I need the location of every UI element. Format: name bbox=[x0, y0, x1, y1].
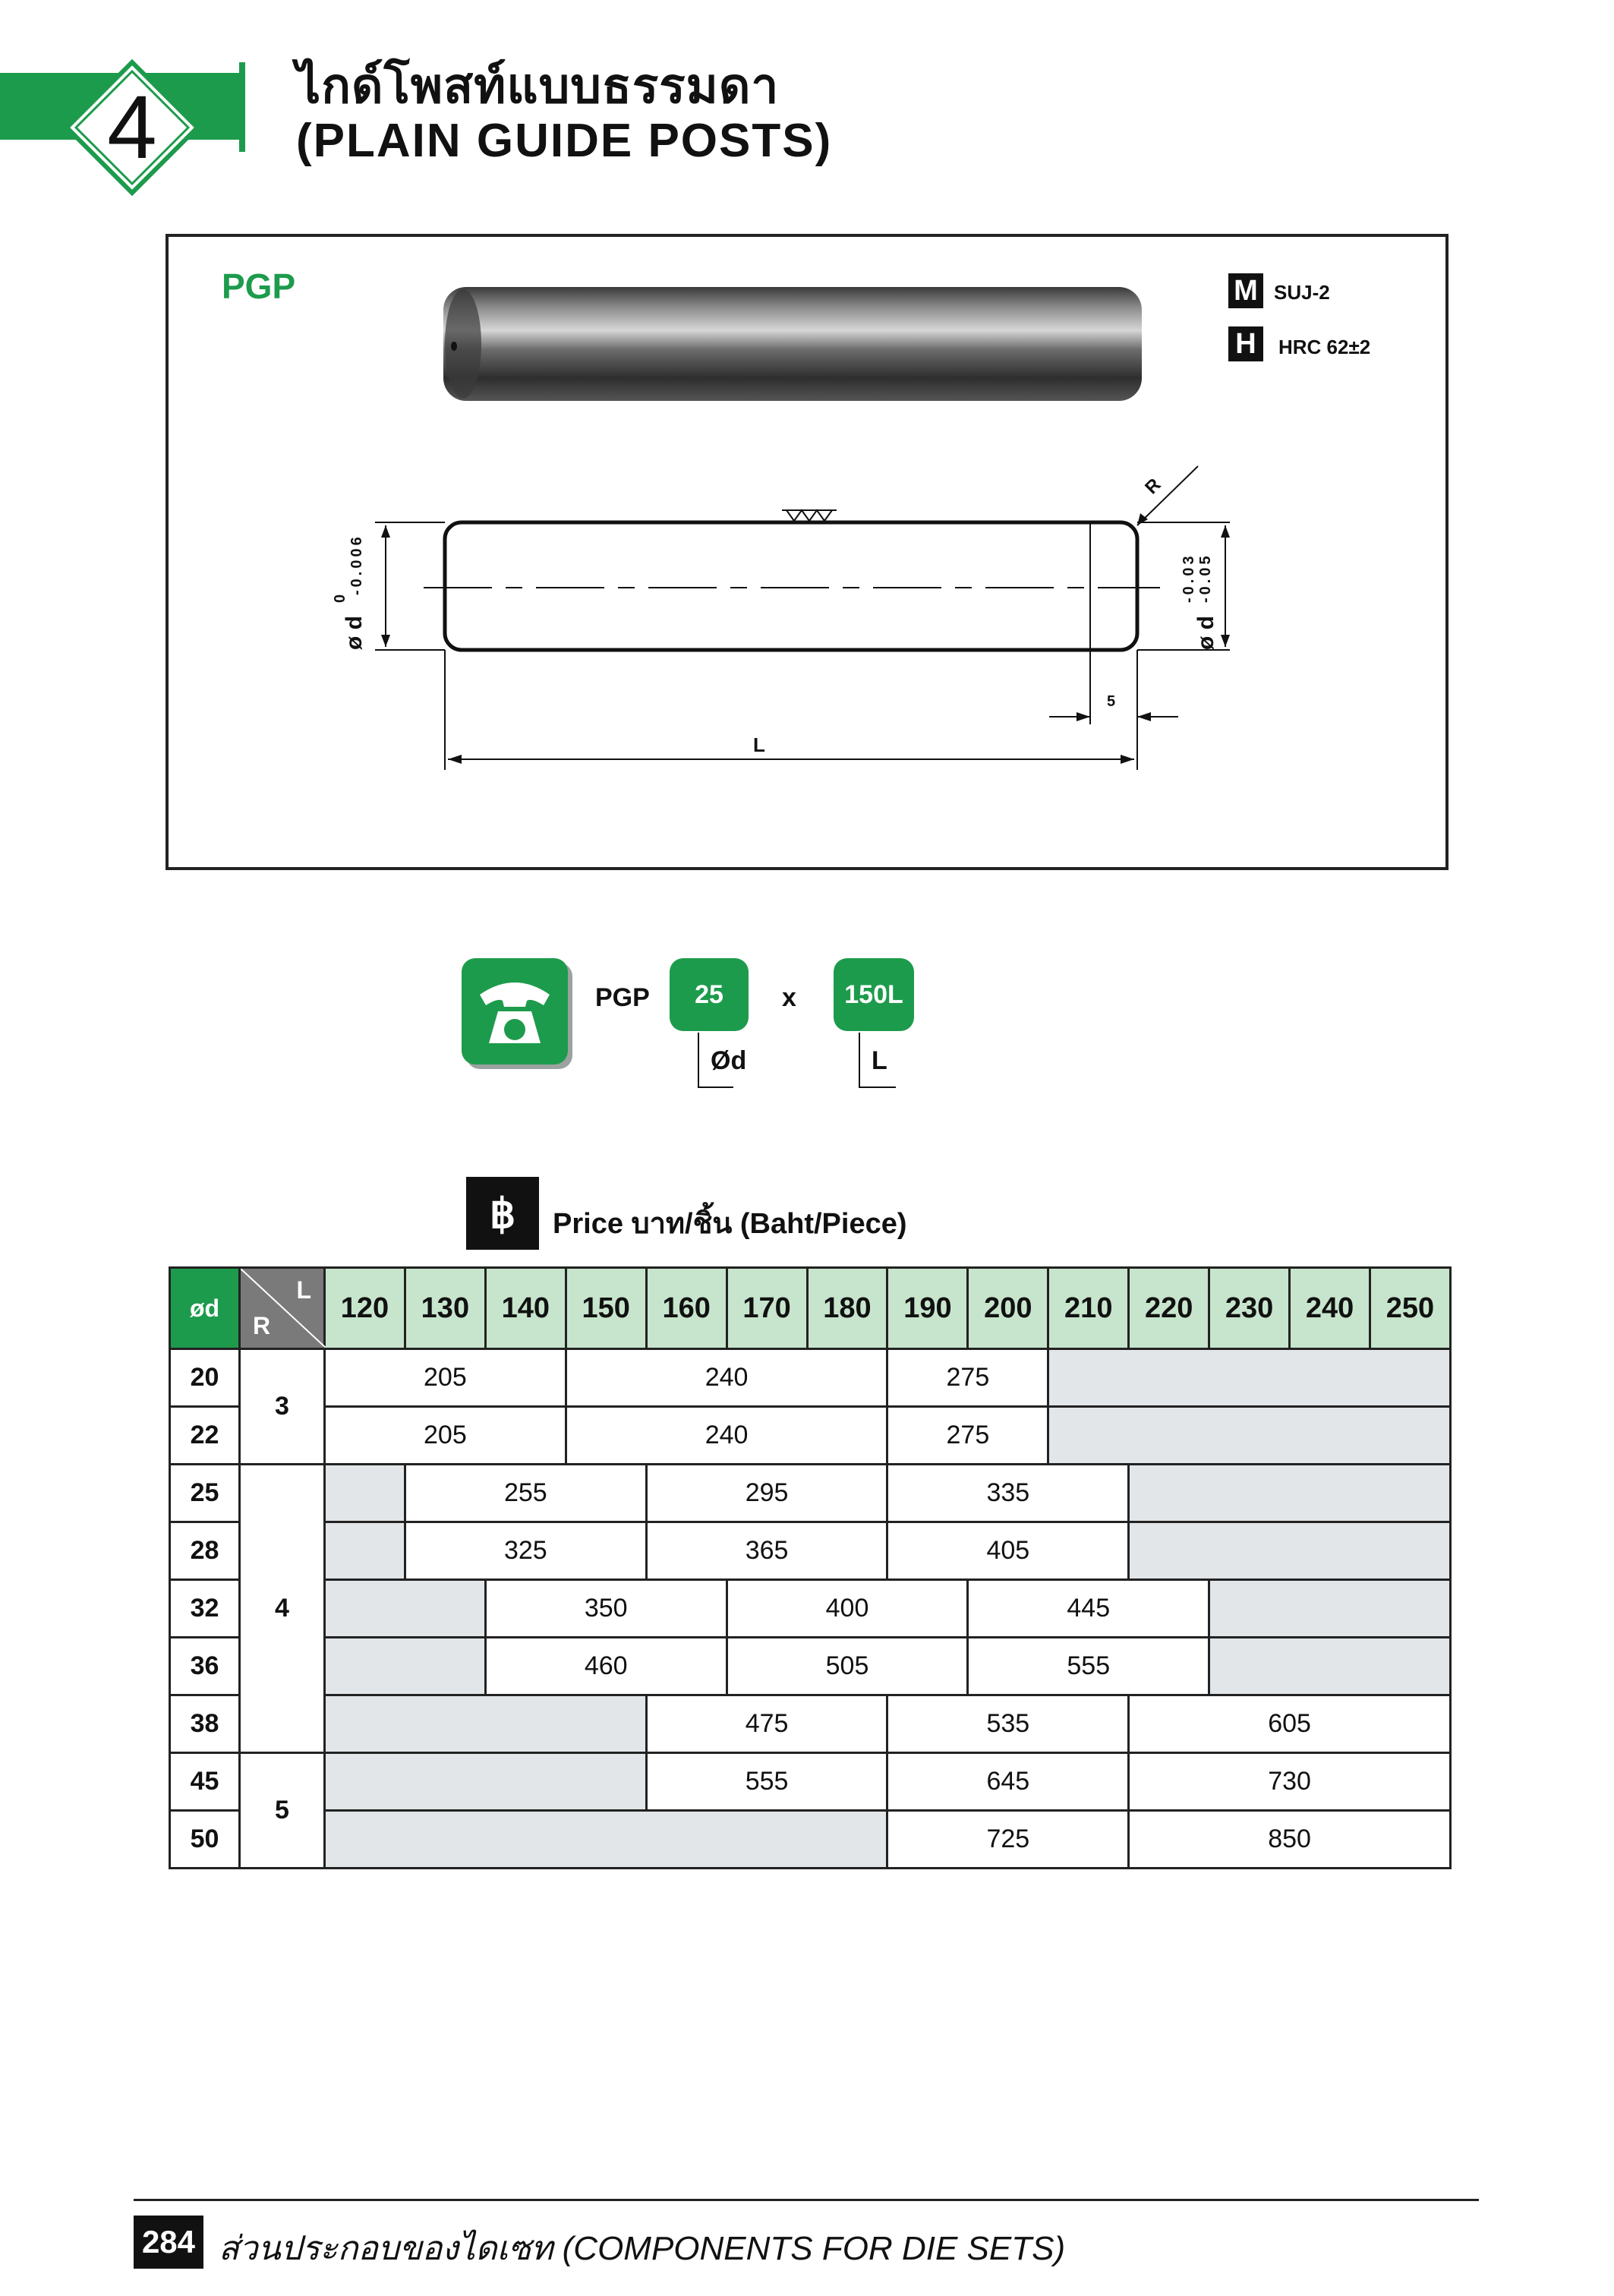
header-length-120: 120 bbox=[325, 1268, 405, 1349]
material-badge: M bbox=[1228, 273, 1263, 308]
table-row bbox=[170, 1811, 1451, 1869]
header-length-220: 220 bbox=[1129, 1268, 1209, 1349]
table-row bbox=[170, 1695, 1451, 1753]
price-cell: 325 bbox=[405, 1522, 646, 1580]
price-cell: 555 bbox=[968, 1638, 1209, 1695]
price-cell: 205 bbox=[325, 1407, 566, 1465]
model-label: PGP bbox=[222, 266, 296, 306]
price-cell: 255 bbox=[405, 1465, 646, 1522]
unavailable-cell bbox=[1129, 1465, 1451, 1522]
page-title-en: (PLAIN GUIDE POSTS) bbox=[296, 115, 833, 167]
header-length-160: 160 bbox=[646, 1268, 727, 1349]
price-cell: 400 bbox=[727, 1580, 968, 1638]
price-cell: 240 bbox=[566, 1407, 887, 1465]
price-cell: 730 bbox=[1129, 1753, 1451, 1811]
header-length-140: 140 bbox=[485, 1268, 566, 1349]
dim-left-label: ø d bbox=[342, 616, 367, 650]
baht-icon: ฿ bbox=[466, 1177, 539, 1250]
header-diameter: ød bbox=[170, 1268, 240, 1349]
price-cell: 850 bbox=[1129, 1811, 1451, 1869]
unavailable-cell bbox=[325, 1580, 486, 1638]
row-diameter: 28 bbox=[170, 1522, 240, 1580]
row-diameter: 38 bbox=[170, 1695, 240, 1753]
order-diameter-pill: 25 bbox=[670, 958, 749, 1031]
table-row bbox=[170, 1522, 1451, 1580]
tol-left-upper: 0 bbox=[332, 594, 348, 603]
order-diameter-caption: Ød bbox=[711, 1046, 747, 1075]
table-header-row bbox=[170, 1268, 1451, 1349]
header-length-230: 230 bbox=[1209, 1268, 1290, 1349]
header-length-210: 210 bbox=[1048, 1268, 1129, 1349]
unavailable-cell bbox=[325, 1811, 887, 1869]
header-radius-label: R bbox=[253, 1312, 271, 1339]
price-title: Price บาท/ชิ้น (Baht/Piece) bbox=[553, 1208, 907, 1240]
row-radius: 5 bbox=[240, 1753, 325, 1869]
chamfer-label: 5 bbox=[1107, 693, 1116, 710]
tol-right-upper: -0.03 bbox=[1181, 553, 1197, 603]
row-diameter: 32 bbox=[170, 1580, 240, 1638]
unavailable-cell bbox=[1048, 1407, 1451, 1465]
order-prefix: PGP bbox=[595, 983, 650, 1012]
price-cell: 605 bbox=[1129, 1695, 1451, 1753]
price-cell: 335 bbox=[887, 1465, 1129, 1522]
price-cell: 645 bbox=[887, 1753, 1129, 1811]
tol-right-lower: -0.05 bbox=[1197, 553, 1214, 603]
price-cell: 475 bbox=[646, 1695, 887, 1753]
price-cell: 295 bbox=[646, 1465, 887, 1522]
header-length-240: 240 bbox=[1290, 1268, 1370, 1349]
price-cell: 460 bbox=[485, 1638, 727, 1695]
row-diameter: 22 bbox=[170, 1407, 240, 1465]
header-length-label: L bbox=[296, 1276, 311, 1304]
table-row bbox=[170, 1638, 1451, 1695]
header-length-200: 200 bbox=[968, 1268, 1048, 1349]
header-length-130: 130 bbox=[405, 1268, 485, 1349]
row-diameter: 20 bbox=[170, 1349, 240, 1407]
order-length-caption: L bbox=[872, 1046, 887, 1075]
row-radius: 4 bbox=[240, 1465, 325, 1753]
price-cell: 725 bbox=[887, 1811, 1129, 1869]
row-diameter: 50 bbox=[170, 1811, 240, 1869]
price-cell: 555 bbox=[646, 1753, 887, 1811]
price-cell: 405 bbox=[887, 1522, 1129, 1580]
footer-rule bbox=[134, 2199, 1479, 2201]
unavailable-cell bbox=[1209, 1638, 1451, 1695]
page-title-th: ไกด์โพสท์แบบธรรมดา bbox=[296, 58, 780, 113]
order-separator: x bbox=[782, 983, 796, 1012]
order-length-pill: 150L bbox=[834, 958, 914, 1031]
material-text: SUJ-2 bbox=[1274, 281, 1330, 304]
unavailable-cell bbox=[1048, 1349, 1451, 1407]
header-length-150: 150 bbox=[566, 1268, 646, 1349]
price-cell: 445 bbox=[968, 1580, 1209, 1638]
technical-drawing bbox=[165, 234, 1449, 870]
unavailable-cell bbox=[1129, 1522, 1451, 1580]
page-number: 284 bbox=[134, 2216, 203, 2269]
length-label: L bbox=[753, 733, 765, 756]
row-diameter: 36 bbox=[170, 1638, 240, 1695]
telephone-icon bbox=[462, 958, 574, 1071]
row-diameter: 25 bbox=[170, 1465, 240, 1522]
unavailable-cell bbox=[325, 1695, 647, 1753]
unavailable-cell bbox=[325, 1465, 405, 1522]
tol-left-lower: -0.006 bbox=[348, 534, 365, 595]
unavailable-cell bbox=[325, 1753, 647, 1811]
hardness-text: HRC 62±2 bbox=[1278, 336, 1371, 358]
dim-right-label: ø d bbox=[1193, 616, 1218, 650]
unavailable-cell bbox=[1209, 1580, 1451, 1638]
table-row bbox=[170, 1753, 1451, 1811]
price-cell: 240 bbox=[566, 1349, 887, 1407]
price-cell: 350 bbox=[485, 1580, 727, 1638]
price-cell: 275 bbox=[887, 1407, 1048, 1465]
table-row bbox=[170, 1580, 1451, 1638]
price-table bbox=[169, 1266, 1452, 1869]
hardness-badge: H bbox=[1228, 326, 1263, 361]
table-body bbox=[170, 1349, 1451, 1869]
header-length-170: 170 bbox=[727, 1268, 807, 1349]
row-diameter: 45 bbox=[170, 1753, 240, 1811]
header-length-250: 250 bbox=[1370, 1268, 1450, 1349]
header-length-190: 190 bbox=[887, 1268, 968, 1349]
price-cell: 505 bbox=[727, 1638, 968, 1695]
price-cell: 205 bbox=[325, 1349, 566, 1407]
table-row bbox=[170, 1465, 1451, 1522]
footer-text: ส่วนประกอบของไดเซท (COMPONENTS FOR DIE SETS) bbox=[219, 2230, 1066, 2267]
header-length-180: 180 bbox=[807, 1268, 887, 1349]
table-row bbox=[170, 1349, 1451, 1407]
unavailable-cell bbox=[325, 1638, 486, 1695]
price-cell: 535 bbox=[887, 1695, 1129, 1753]
chapter-number: 4 bbox=[107, 77, 157, 178]
unavailable-cell bbox=[325, 1522, 405, 1580]
price-cell: 275 bbox=[887, 1349, 1048, 1407]
price-cell: 365 bbox=[646, 1522, 887, 1580]
row-radius: 3 bbox=[240, 1349, 325, 1465]
radius-label: R bbox=[1141, 474, 1165, 499]
header-length-radius bbox=[240, 1268, 325, 1349]
table-row bbox=[170, 1407, 1451, 1465]
